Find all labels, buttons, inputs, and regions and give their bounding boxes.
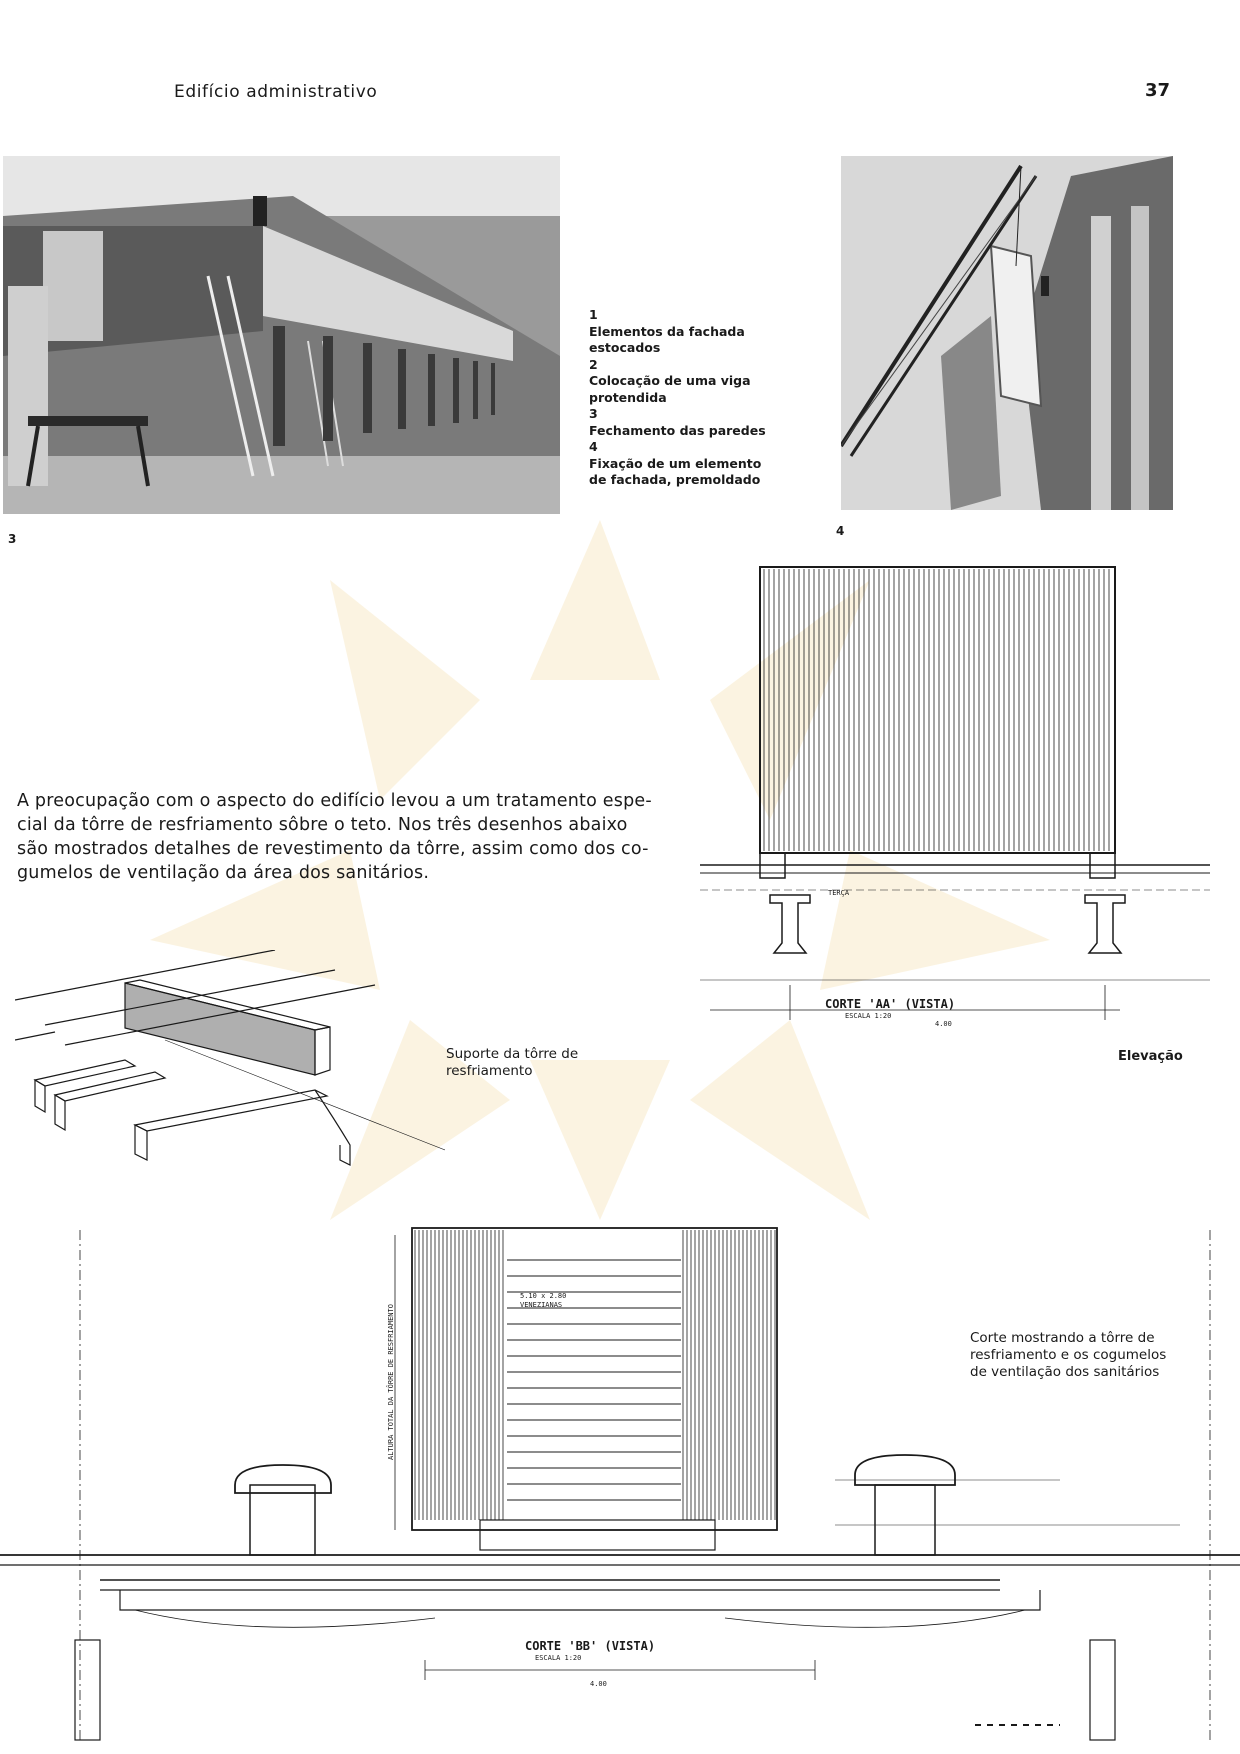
section-caption-line-1: Corte mostrando a tôrre de <box>970 1330 1155 1346</box>
caption-text-3a: Fechamento das paredes <box>589 422 766 438</box>
photo-facade-element-fixing <box>841 156 1173 510</box>
photo-wall-closing <box>3 156 560 514</box>
support-caption <box>446 1046 578 1080</box>
bb-title: CORTE 'BB' (VISTA) <box>525 1639 656 1653</box>
elevation-caption: Elevação <box>1118 1049 1183 1064</box>
section-drawing <box>0 1220 1240 1754</box>
elevation-drawing <box>690 560 1210 1030</box>
bb-dimension: 4.00 <box>590 1680 607 1688</box>
caption-text-1b: estocados <box>589 340 661 355</box>
caption-num-2: 2 <box>589 356 598 372</box>
body-line-3: são mostrados detalhes de revestimento da tôrre, assim como dos co- <box>17 839 649 859</box>
caption-num-3: 3 <box>589 406 598 421</box>
caption-num-1: 1 <box>589 307 598 322</box>
bb-vertical-label: ALTURA TOTAL DA TÔRRE DE RESFRIAMENTO <box>387 1304 395 1460</box>
aa-scale: ESCALA 1:20 <box>845 1012 892 1020</box>
section-caption-line-3: de ventilação dos sanitários <box>970 1364 1160 1380</box>
support-isometric-drawing <box>15 950 445 1180</box>
support-caption-line-1: Suporte da tôrre de <box>446 1046 579 1062</box>
bb-louver-label-1: 5.10 x 2.80 <box>520 1292 567 1300</box>
support-caption-line-2: resfriamento <box>446 1063 533 1079</box>
caption-text-4b: de fachada, premoldado <box>589 472 761 487</box>
caption-text-1a: Elementos da fachada <box>589 323 745 339</box>
body-line-4: gumelos de ventilação da área dos sanitários. <box>17 863 430 883</box>
caption-num-4: 4 <box>589 439 598 454</box>
photo-number-left: 3 <box>8 532 17 546</box>
body-line-1: A preocupação com o aspecto do edifício levou a um tratamento espe- <box>17 791 652 811</box>
aa-purlin-label: TERÇA <box>828 889 850 897</box>
caption-text-2b: protendida <box>589 389 667 405</box>
caption-text-4a: Fixação de um elemento <box>589 455 762 471</box>
aa-dimension: 4.00 <box>935 1020 952 1028</box>
body-line-2: cial da tôrre de resfriamento sôbre o teto. Nos três desenhos abaixo <box>17 815 628 835</box>
page-number: 37 <box>1145 80 1171 101</box>
caption-text-2a: Colocação de uma viga <box>589 373 751 388</box>
photo-caption-list <box>589 307 769 489</box>
photo-number-right: 4 <box>836 524 845 538</box>
section-caption <box>970 1330 1185 1381</box>
running-title: Edifício administrativo <box>174 82 378 102</box>
bb-scale: ESCALA 1:20 <box>535 1654 582 1662</box>
bb-louver-label-2: VENEZIANAS <box>520 1301 563 1309</box>
body-paragraph <box>17 789 667 885</box>
section-caption-line-2: resfriamento e os cogumelos <box>970 1347 1167 1363</box>
aa-title: CORTE 'AA' (VISTA) <box>825 997 956 1011</box>
